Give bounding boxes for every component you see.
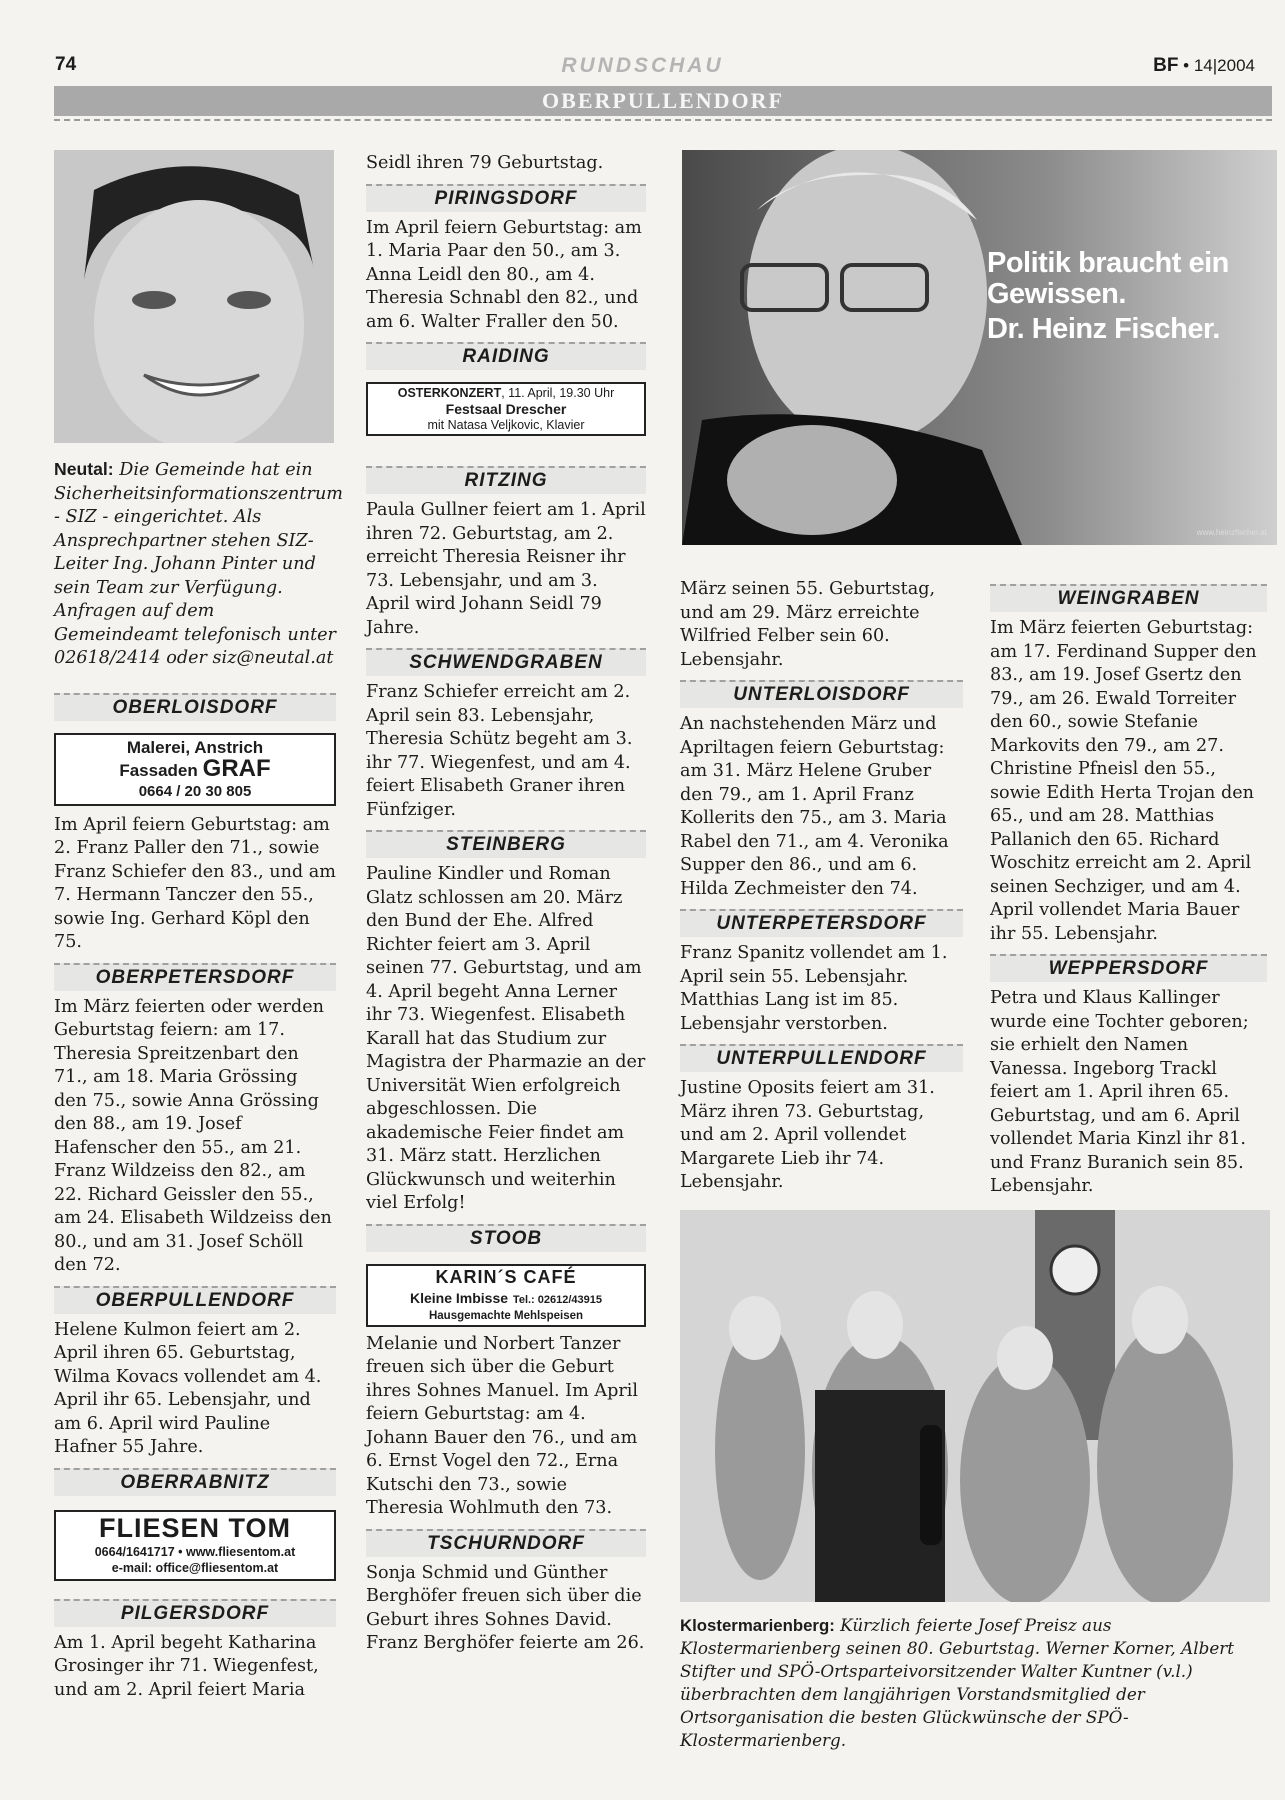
text-unterpullendorf: Justine Oposits feiert am 31. März ihren 73. Geburtstag, und am 2. April vollendet Margarete Lieb ihr 74. Lebensjahr.: [680, 1078, 935, 1192]
region-banner: [54, 86, 1272, 116]
ad-cafe-mehlspeisen: Hausgemachte Mehlspeisen: [428, 1309, 584, 1322]
ad-konzert-artist: mit Natasa Veljkovic, Klavier: [427, 418, 585, 432]
ad-slogan-line3: Dr. Heinz Fischer.: [987, 313, 1220, 345]
heading-oberloisdorf: OBERLOISDORF: [54, 693, 336, 721]
heading-raiding: RAIDING: [366, 342, 646, 370]
ad-fliesen-tom: [54, 1510, 336, 1581]
page-number: 74: [55, 54, 77, 75]
section-title: RUNDSCHAU: [561, 54, 724, 77]
text-unterloisdorf: An nachstehenden März und Apriltagen feiern Geburtstag: am 31. März Helene Gruber den 79., am 1. April Franz Kollerits den 75., am 3. Maria Rabel den 71., am 4. Veronika Supper den 86., und am 6. Hilda Zechmeister den 74.: [680, 714, 949, 899]
portrait-photo: [54, 150, 334, 443]
group-photo-illustration: [680, 1210, 1270, 1602]
ad-graf-name: GRAF: [202, 754, 271, 782]
text-top-col2: Seidl ihren 79 Geburtstag.: [366, 153, 604, 173]
issue-number: 14|2004: [1193, 56, 1255, 75]
banner-divider: [54, 119, 1272, 121]
heading-unterpetersdorf: UNTERPETERSDORF: [680, 909, 963, 937]
ad-slogan-line2: Gewissen.: [987, 278, 1126, 310]
heading-weppersdorf: WEPPERSDORF: [990, 954, 1267, 982]
heading-unterpullendorf: UNTERPULLENDORF: [680, 1044, 963, 1072]
text-pilgersdorf: Am 1. April begeht Katharina Grosinger ihr 71. Wiegenfest, und am 2. April feiert Maria: [54, 1632, 319, 1700]
issue-prefix: BF: [1153, 55, 1179, 76]
heading-weingraben: WEINGRABEN: [990, 584, 1267, 612]
heading-pilgersdorf: PILGERSDORF: [54, 1599, 336, 1627]
heading-oberpullendorf: OBERPULLENDORF: [54, 1286, 336, 1314]
text-weppersdorf: Petra und Klaus Kallinger wurde eine Tochter geboren; sie erhielt den Namen Vanessa. Ingeborg Trackl feiert am 1. April ihren 65. Geburtstag, und am 6. April vollendet Maria Kinzl ihr 81. und Franz Buranich sein 85. Lebensjahr.: [990, 988, 1249, 1196]
ad-karins-cafe: [366, 1264, 646, 1327]
ad-konzert-venue: Festsaal Drescher: [445, 401, 567, 417]
ad-cafe-line2: [372, 1288, 640, 1309]
column-1: [54, 458, 343, 1702]
issue-info: [1153, 55, 1255, 77]
heading-oberpetersdorf: OBERPETERSDORF: [54, 963, 336, 991]
heading-ritzing: RITZING: [366, 466, 646, 494]
caption-text: Kürzlich feierte Josef Preisz aus Klostermarienberg seinen 80. Geburtstag. Werner Korner, Albert Stifter und SPÖ-Ortsparteivorsitzender Walter Kuntner (v.l.) überbrachten dem langjährigen Vorstandsmitglied der Ortsorganisation die besten Glückwünsche der SPÖ-Klostermarienberg.: [680, 1615, 1235, 1750]
heading-oberrabnitz: OBERRABNITZ: [54, 1468, 336, 1496]
heading-schwendgraben: SCHWENDGRABEN: [366, 648, 646, 676]
column-4: [990, 578, 1267, 1199]
heading-piringsdorf: PIRINGSDORF: [366, 184, 646, 212]
ad-tom-email: e-mail: office@fliesentom.at: [111, 1560, 279, 1575]
column-2: [366, 152, 646, 1656]
ad-tom-name: FLIESEN TOM: [98, 1512, 291, 1543]
heading-tschurndorf: TSCHURNDORF: [366, 1529, 646, 1557]
column-3: [680, 578, 963, 1195]
ad-cafe-imbisse: Kleine Imbisse: [409, 1289, 509, 1306]
text-top-col3: März seinen 55. Geburtstag, und am 29. März erreichte Wilfried Felber sein 60. Lebensjahr.: [680, 579, 936, 670]
neutal-caption: [54, 458, 343, 671]
ad-graf-fassaden: Fassaden: [119, 760, 198, 780]
neutal-label: Neutal:: [54, 459, 114, 479]
political-ad-photo: [682, 150, 1277, 545]
portrait-illustration: [54, 150, 334, 443]
text-oberloisdorf: Im April feiern Geburtstag: am 2. Franz Paller den 71., sowie Franz Schiefer den 83., und am 7. Hermann Tanczer den 55., sowie Ing. Gerhard Köpl den 75.: [54, 814, 336, 952]
text-unterpetersdorf: Franz Spanitz vollendet am 1. April sein 55. Lebensjahr. Matthias Lang ist im 85. Lebensjahr verstorben.: [680, 943, 948, 1034]
neutal-text: Die Gemeinde hat ein Sicherheitsinformationszentrum - SIZ - eingerichtet. Als Ansprechpartner stehen SIZ-Leiter Ing. Johann Pinter und sein Team zur Verfügung. Anfragen auf dem Gemeindeamt telefonisch unter 02618/2414 oder siz@neutal.at: [54, 460, 343, 668]
ad-graf-line2: [56, 754, 334, 782]
issue-separator: •: [1183, 56, 1190, 75]
ad-cafe-name: KARIN´S CAFÉ: [435, 1266, 577, 1287]
text-tschurndorf: Sonja Schmid und Günther Berghöfer freuen sich über die Geburt ihres Sohnes David. Franz Berghöfer feierte am 26.: [366, 1562, 645, 1653]
ad-slogan-line1: Politik braucht ein: [987, 247, 1229, 279]
heading-unterloisdorf: UNTERLOISDORF: [680, 680, 963, 708]
text-oberpetersdorf: Im März feierten oder werden Geburtstag feiern: am 17. Theresia Spreitzenbart den 71., am 18. Maria Grössing den 75., sowie Anna Grössing den 88., am 19. Josef Hafenscher den 55., am 21. Franz Wildzeiss den 82., am 22. Richard Geissler den 55., am 24. Elisabeth Wildzeiss den 80., und am 31. Josef Schöll den 72.: [54, 996, 332, 1275]
text-ritzing: Paula Gullner feiert am 1. April ihren 72. Geburtstag, am 2. erreicht Theresia Reisner ihr 73. Lebensjahr, und am 3. April wird Johann Seidl 79 Jahre.: [366, 500, 646, 638]
ad-konzert-date: , 11. April, 19.30 Uhr: [501, 386, 615, 400]
banner-title: OBERPULLENDORF: [542, 88, 784, 113]
ad-graf-phone: 0664 / 20 30 805: [138, 782, 252, 800]
ad-graf-line1: Malerei, Anstrich: [126, 737, 264, 757]
group-photo-caption: [680, 1614, 1275, 1752]
text-stoob: Melanie und Norbert Tanzer freuen sich über die Geburt ihres Sohnes Manuel. Im April feiern Geburtstag: am 4. Johann Bauer den 76., und am 6. Ernst Vogel den 72., Erna Kutschi den 73., sowie Theresia Wohlmuth den 73.: [366, 1333, 638, 1518]
heading-stoob: STOOB: [366, 1224, 646, 1252]
caption-place: Klostermarienberg:: [680, 1616, 835, 1635]
ad-osterkonzert: [366, 382, 646, 436]
heading-steinberg: STEINBERG: [366, 830, 646, 858]
group-photo: [680, 1210, 1270, 1602]
text-weingraben: Im März feierten Geburtstag: am 17. Ferdinand Supper den 83., am 19. Josef Gsertz den 79., am 26. Ewald Torreiter den 60., sowie Stefanie Markovits den 79., am 27. Christine Pfneisl den 55., sowie Edith Herta Trojan den 65., und am 28. Matthias Pallanich den 65. Richard Woschitz erreicht am 2. April seinen Sechziger, und am 4. April vollendet Maria Bauer ihr 55. Lebensjahr.: [990, 618, 1257, 944]
text-oberpullendorf: Helene Kulmon feiert am 2. April ihren 65. Geburtstag, Wilma Kovacs vollendet am 4. April ihr 65. Lebensjahr, und am 6. April wird Pauline Hafner 55 Jahre.: [54, 1319, 322, 1457]
text-schwendgraben: Franz Schiefer erreicht am 2. April sein 83. Lebensjahr, Theresia Schütz begeht am 3. ihr 77. Wiegenfest, und am 4. feiert Elisabeth Graner ihren Fünfziger.: [366, 682, 633, 820]
ad-malerei-graf: [54, 733, 336, 806]
ad-cafe-phone: Tel.: 02612/43915: [512, 1293, 603, 1306]
ad-slogan: [987, 248, 1229, 345]
ad-url: www.heinzfischer.at: [1196, 528, 1267, 537]
political-ad-illustration: [682, 150, 1277, 545]
ad-tom-phone: 0664/1641717 • www.fliesentom.at: [94, 1544, 296, 1559]
ad-konzert-title: OSTERKONZERT: [397, 386, 502, 400]
ad-konzert-line1: [368, 385, 644, 401]
text-steinberg: Pauline Kindler und Roman Glatz schlossen am 20. März den Bund der Ehe. Alfred Richter feiert am 3. April seinen 77. Geburtstag, und am 4. April begeht Anna Lerner ihr 73. Wiegenfest. Elisabeth Karall hat das Studium zur Magistra der Pharmazie an der Universität Wien erfolgreich abgeschlossen. Die akademische Feier findet am 31. März statt. Herzlichen Glückwunsch und weiterhin viel Erfolg!: [366, 864, 646, 1213]
text-piringsdorf: Im April feiern Geburtstag: am 1. Maria Paar den 50., am 3. Anna Leidl den 80., am 4. Theresia Schnabl den 82., und am 6. Walter Fraller den 50.: [366, 217, 642, 332]
